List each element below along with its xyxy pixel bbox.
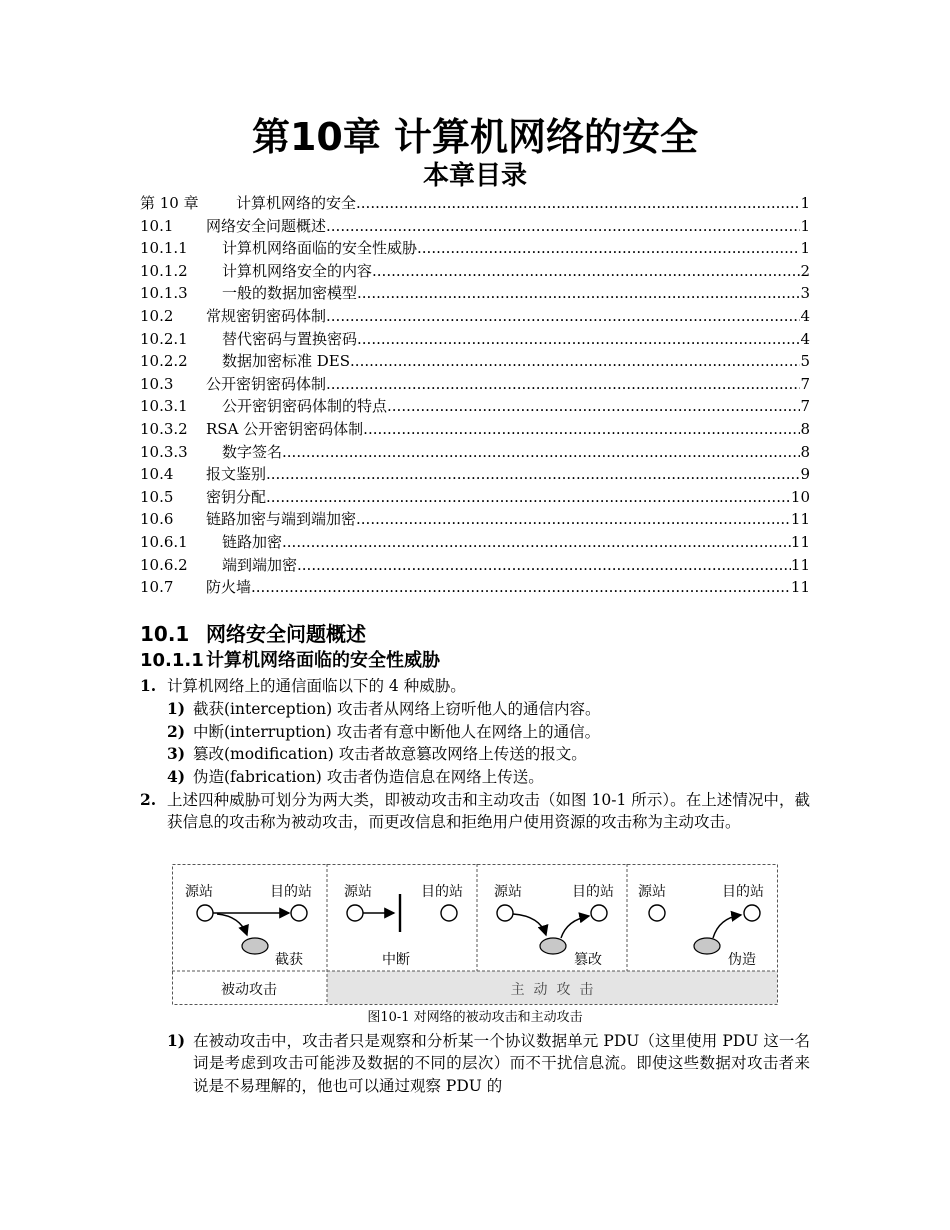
toc-entry-title: 替代密码与置换密码	[222, 329, 358, 348]
toc-entry[interactable]	[140, 531, 810, 554]
toc-entry-number: 10.7	[140, 578, 174, 597]
toc-entry[interactable]	[140, 486, 810, 509]
toc-entry-title: 链路加密	[222, 532, 283, 551]
dest-station-label: 目的站	[722, 884, 764, 900]
dest-node	[744, 905, 760, 921]
toc-leader-dots	[251, 576, 791, 598]
toc-entry-page: 7	[800, 397, 810, 416]
figure-caption: 图10-1 对网络的被动攻击和主动攻击	[367, 1010, 583, 1025]
item-marker: 3)	[167, 744, 186, 763]
active-attack-label: 主 动 攻 击	[510, 982, 594, 998]
subsection-title: 计算机网络面临的安全性威胁	[206, 650, 440, 671]
toc-entry-number: 10.1.2	[140, 261, 188, 280]
toc-leader-dots	[363, 418, 800, 440]
toc-heading: 本章目录	[422, 161, 527, 191]
toc-entry-title: 端到端加密	[222, 555, 298, 574]
toc-entry[interactable]	[140, 508, 810, 531]
toc-leader-dots	[357, 328, 800, 350]
toc-leader-dots	[266, 486, 791, 508]
toc-entry-number: 10.5	[140, 487, 174, 506]
numbered-item	[140, 675, 810, 697]
toc-leader-dots	[356, 192, 800, 214]
sub-item	[167, 743, 810, 765]
toc-leader-dots	[417, 237, 800, 259]
numbered-item	[140, 789, 810, 834]
toc-entry[interactable]	[140, 554, 810, 577]
toc-entry-number: 10.6.1	[140, 532, 188, 551]
toc-entry-title: 数字签名	[222, 442, 283, 461]
toc-entry-number: 10.6	[140, 510, 174, 529]
item-text: 上述四种威胁可划分为两大类，即被动攻击和主动攻击（如图 10-1 所示）。在上述情况中，截获信息的攻击称为被动攻击，而更改信息和拒绝用户使用资源的攻击称为主动攻击。	[167, 791, 810, 832]
toc-entry-title: RSA 公开密钥密码体制	[206, 419, 364, 438]
subsection-heading	[140, 648, 440, 674]
toc-entry-number: 10.6.2	[140, 555, 188, 574]
sub-item	[167, 721, 810, 743]
toc-entry-title: 网络安全问题概述	[206, 216, 327, 235]
toc-entry-page: 9	[800, 465, 810, 484]
toc-entry-number: 10.3.2	[140, 419, 188, 438]
item-text: 计算机网络上的通信面临以下的 4 种威胁。	[167, 677, 466, 695]
toc-entry-page: 1	[800, 194, 810, 212]
toc-entry-page: 11	[790, 578, 810, 597]
toc-entry[interactable]	[140, 441, 810, 464]
toc-entry-title: 密钥分配	[206, 487, 267, 506]
panel-label: 截获	[275, 952, 303, 968]
attacker-node	[694, 938, 720, 954]
item-marker: 1.	[140, 676, 157, 695]
item-marker: 2.	[140, 790, 157, 809]
table-of-contents	[140, 192, 810, 599]
toc-entry-number: 10.3.1	[140, 397, 188, 416]
toc-entry-page: 4	[800, 329, 810, 348]
toc-entry-number: 10.3.3	[140, 442, 188, 461]
attack-types-figure	[172, 864, 778, 1005]
dest-node	[591, 905, 607, 921]
panel-label: 篡改	[574, 952, 602, 968]
sub-item	[167, 1030, 810, 1097]
toc-entry[interactable]	[140, 192, 810, 215]
source-station-label: 源站	[638, 884, 666, 900]
attacker-node	[242, 938, 268, 954]
toc-entry-page: 11	[790, 555, 810, 574]
passive-attack-label: 被动攻击	[221, 982, 277, 998]
attack-arrow	[217, 914, 247, 935]
toc-entry[interactable]	[140, 576, 810, 599]
panel-interception	[185, 883, 312, 968]
toc-entry-title: 计算机网络安全的内容	[222, 261, 373, 280]
item-marker: 2)	[167, 722, 186, 741]
panel-fabrication	[638, 883, 764, 968]
toc-entry-number: 第 10 章	[140, 194, 199, 212]
attack-arrow	[513, 914, 546, 935]
toc-entry-page: 4	[800, 306, 810, 325]
toc-entry[interactable]	[140, 305, 810, 328]
source-station-label: 源站	[344, 884, 372, 900]
attack-arrow	[561, 916, 589, 938]
toc-entry[interactable]	[140, 260, 810, 283]
item-marker: 1)	[167, 699, 186, 718]
toc-entry-number: 10.3	[140, 374, 174, 393]
dest-station-label: 目的站	[572, 884, 614, 900]
dest-station-label: 目的站	[270, 884, 312, 900]
source-node	[347, 905, 363, 921]
toc-leader-dots	[297, 554, 791, 576]
attack-arrow	[713, 915, 741, 938]
toc-entry-number: 10.1.3	[140, 284, 188, 303]
toc-leader-dots	[266, 463, 800, 485]
item-text: 中断(interruption) 攻击者有意中断他人在网络上的通信。	[193, 723, 601, 741]
sub-item	[167, 698, 810, 720]
toc-entry-title: 公开密钥密码体制	[206, 374, 327, 393]
source-node	[497, 905, 513, 921]
toc-leader-dots	[326, 215, 800, 237]
toc-entry[interactable]	[140, 328, 810, 351]
toc-entry-number: 10.2	[140, 306, 174, 325]
toc-leader-dots	[282, 531, 791, 553]
toc-entry[interactable]	[140, 350, 810, 373]
panel-label: 中断	[382, 952, 410, 968]
chapter-title: 第10章 计算机网络的安全	[251, 115, 699, 159]
section-title: 网络安全问题概述	[206, 622, 366, 646]
toc-entry-title: 计算机网络的安全	[236, 194, 357, 212]
item-text: 篡改(modification) 攻击者故意篡改网络上传送的报文。	[193, 745, 587, 763]
toc-entry-page: 5	[800, 352, 810, 371]
toc-entry-page: 11	[790, 532, 810, 551]
attacker-node	[540, 938, 566, 954]
toc-entry-number: 10.4	[140, 465, 174, 484]
toc-leader-dots	[326, 305, 800, 327]
toc-entry-page: 10	[790, 487, 810, 506]
toc-entry-title: 报文鉴别	[206, 465, 267, 484]
toc-entry[interactable]	[140, 373, 810, 396]
toc-entry-number: 10.1.1	[140, 239, 188, 258]
toc-entry-title: 公开密钥密码体制的特点	[222, 397, 388, 416]
toc-leader-dots	[350, 350, 800, 372]
toc-entry-page: 1	[800, 239, 810, 258]
source-station-label: 源站	[494, 884, 522, 900]
toc-entry[interactable]	[140, 282, 810, 305]
source-node	[649, 905, 665, 921]
toc-entry-title: 常规密钥密码体制	[206, 306, 327, 325]
toc-leader-dots	[356, 508, 791, 530]
subsection-number: 10.1.1	[140, 650, 204, 671]
toc-leader-dots	[357, 282, 800, 304]
section-number: 10.1	[140, 622, 190, 646]
item-text: 在被动攻击中，攻击者只是观察和分析某一个协议数据单元 PDU（这里使用 PDU 这一名词是考虑到攻击可能涉及数据的不同的层次）而不干扰信息流。即使这些数据对攻击者来说是不易理解的，他也可以通过观察 PDU 的	[193, 1032, 810, 1095]
dest-node	[291, 905, 307, 921]
toc-leader-dots	[387, 395, 800, 417]
toc-entry[interactable]	[140, 418, 810, 441]
toc-entry-title: 防火墙	[206, 578, 252, 597]
toc-entry-page: 11	[790, 510, 810, 529]
toc-entry-page: 2	[800, 261, 810, 280]
toc-leader-dots	[372, 260, 800, 282]
toc-entry-page: 3	[800, 284, 810, 303]
toc-entry-title: 数据加密标准 DES	[222, 352, 351, 371]
item-marker: 1)	[167, 1031, 186, 1050]
toc-entry-page: 8	[800, 442, 810, 461]
item-text: 截获(interception) 攻击者从网络上窃听他人的通信内容。	[193, 700, 601, 718]
dest-station-label: 目的站	[421, 884, 463, 900]
toc-entry-title: 计算机网络面临的安全性威胁	[222, 239, 418, 258]
section-heading	[140, 620, 366, 648]
toc-entry[interactable]	[140, 237, 810, 260]
toc-entry-page: 1	[800, 216, 810, 235]
dest-node	[441, 905, 457, 921]
panel-label: 伪造	[728, 952, 756, 968]
toc-entry-page: 8	[800, 419, 810, 438]
toc-entry-title: 链路加密与端到端加密	[206, 510, 357, 529]
toc-entry[interactable]	[140, 395, 810, 418]
toc-entry-title: 一般的数据加密模型	[222, 284, 358, 303]
item-text: 伪造(fabrication) 攻击者伪造信息在网络上传送。	[193, 768, 544, 786]
panel-modification	[494, 883, 614, 968]
toc-entry-number: 10.1	[140, 216, 174, 235]
source-station-label: 源站	[185, 884, 213, 900]
toc-entry[interactable]	[140, 463, 810, 486]
toc-entry[interactable]	[140, 215, 810, 238]
toc-entry-number: 10.2.2	[140, 352, 188, 371]
toc-leader-dots	[282, 441, 800, 463]
toc-entry-page: 7	[800, 374, 810, 393]
sub-item	[167, 766, 810, 788]
toc-leader-dots	[326, 373, 800, 395]
source-node	[197, 905, 213, 921]
panel-interruption	[344, 883, 463, 968]
item-marker: 4)	[167, 767, 186, 786]
toc-entry-number: 10.2.1	[140, 329, 188, 348]
